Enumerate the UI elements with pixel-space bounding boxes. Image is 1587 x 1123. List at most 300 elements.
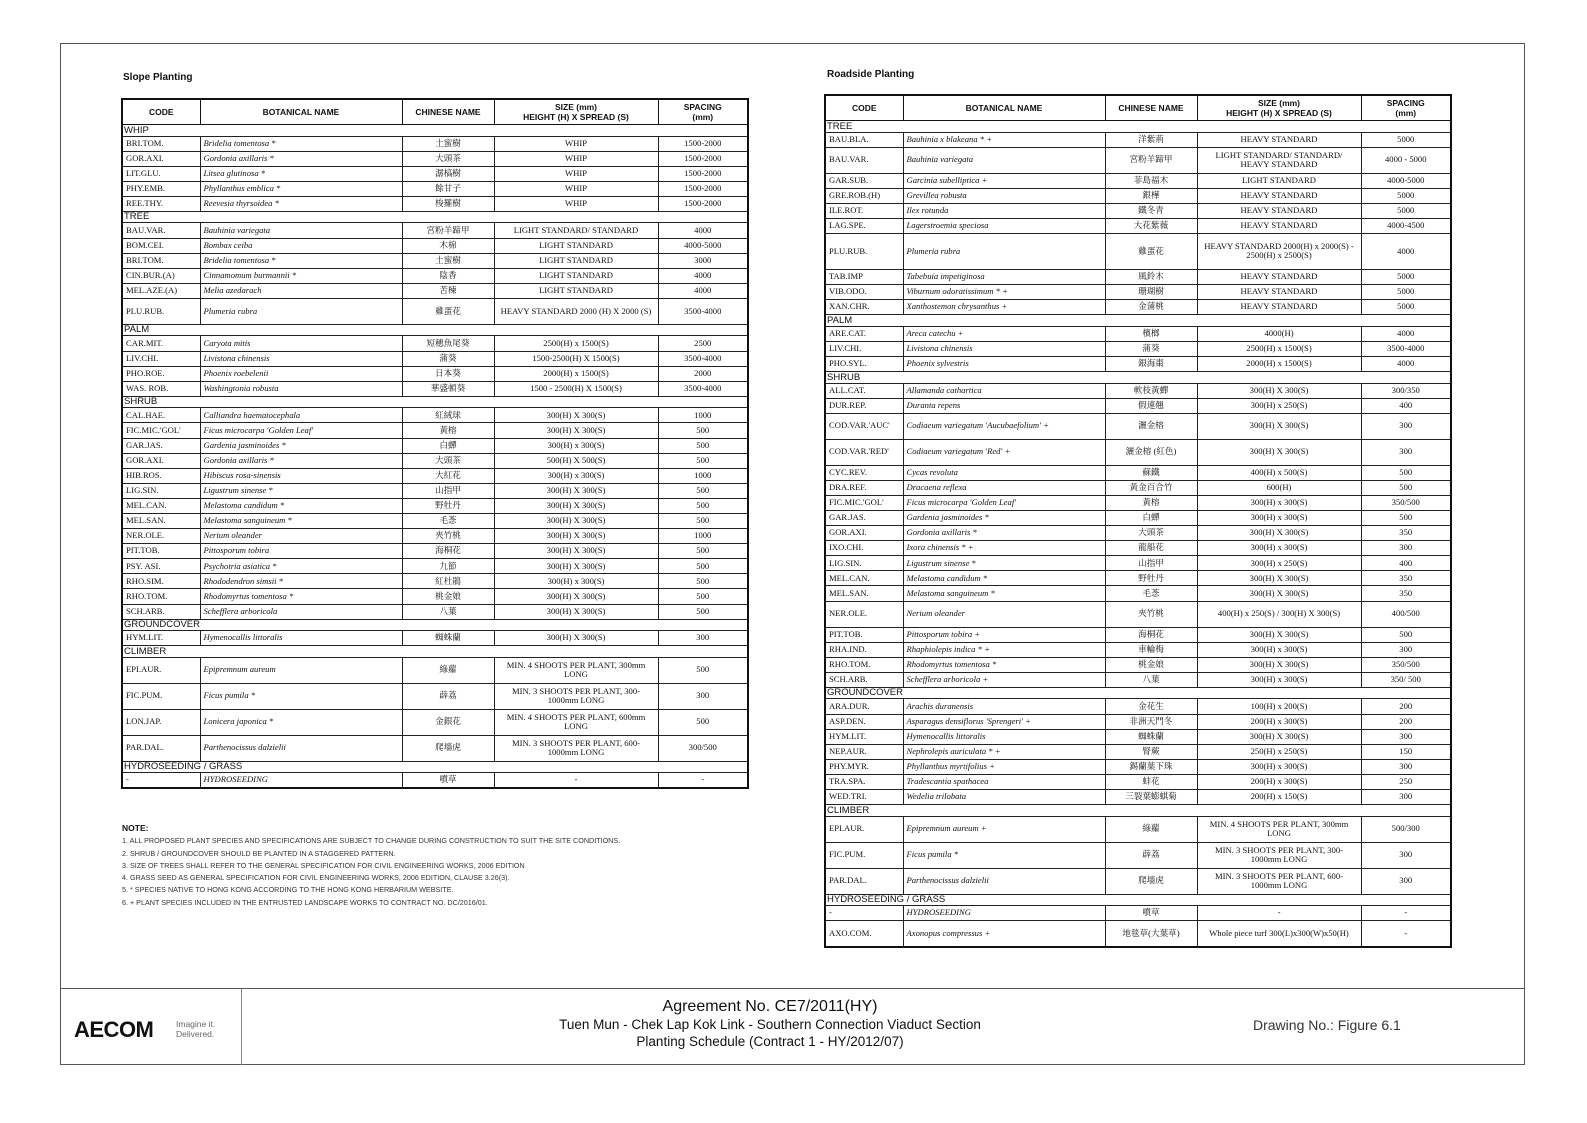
cell-code: BOM.CEI. (122, 238, 200, 253)
cell-botanical-name: Schefflera arboricola + (903, 672, 1105, 687)
table-row (122, 468, 748, 483)
cell-size: 2500(H) x 1500(S) (1197, 341, 1361, 356)
cell-botanical-name: Ligustrum sinense * (903, 556, 1105, 571)
cell-chinese-name: 宮粉羊蹄甲 (1105, 147, 1197, 173)
cell-chinese-name: 夾竹桃 (1105, 601, 1197, 627)
cell-size: MIN. 3 SHOOTS PER PLANT, 600-1000mm LONG (1197, 868, 1361, 894)
cell-size: 100(H) x 200(S) (1197, 699, 1361, 714)
cell-code: BAU.VAR. (825, 147, 903, 173)
cell-chinese-name: 八葉 (1105, 672, 1197, 687)
table-row (122, 381, 748, 396)
cell-code: IXO.CHI. (825, 541, 903, 556)
table-row (825, 285, 1451, 300)
cell-chinese-name: 蜘蛛蘭 (1105, 729, 1197, 744)
cell-code: FIC.MIC.'GOL' (122, 423, 200, 438)
table-row (825, 233, 1451, 269)
table-row (122, 351, 748, 366)
table-row (122, 544, 748, 559)
cell-chinese-name: 爬墻虎 (1105, 868, 1197, 894)
cell-size: 600(H) (1197, 480, 1361, 495)
cell-chinese-name: 金花生 (1105, 699, 1197, 714)
cell-code: LIG.SIN. (122, 483, 200, 498)
cell-botanical-name: Bridelia tomentosa * (200, 253, 402, 268)
cell-size: HEAVY STANDARD (1197, 269, 1361, 284)
cell-chinese-name: 蒲葵 (402, 351, 494, 366)
cell-chinese-name: 九節 (402, 559, 494, 574)
cell-code: NER.OLE. (825, 601, 903, 627)
header-size-line2: HEIGHT (H) X SPREAD (S) (1226, 108, 1332, 118)
header-code: CODE (825, 95, 903, 121)
table-row (825, 188, 1451, 203)
cell-chinese-name: 錫蘭葉下珠 (1105, 759, 1197, 774)
cell-spacing: 1500-2000 (658, 196, 748, 211)
cell-spacing: 500 (658, 657, 748, 683)
cell-chinese-name: 蚌花 (1105, 774, 1197, 789)
cell-size: MIN. 4 SHOOTS PER PLANT, 600mm LONG (494, 709, 658, 735)
table-row (122, 408, 748, 423)
header-chinese-name: CHINESE NAME (402, 99, 494, 125)
cell-code: WAS. ROB. (122, 381, 200, 396)
cell-size: 300(H) x 250(S) (1197, 556, 1361, 571)
table-row (825, 842, 1451, 868)
cell-size: 300(H) x 300(S) (1197, 541, 1361, 556)
cell-chinese-name: 薜荔 (402, 683, 494, 709)
cell-botanical-name: Garcinia subelliptica + (903, 173, 1105, 188)
cell-size: 2000(H) x 1500(S) (494, 366, 658, 381)
cell-spacing: 500 (658, 589, 748, 604)
cell-chinese-name: 噴草 (1105, 906, 1197, 921)
cell-botanical-name: Rhododendron simsii * (200, 574, 402, 589)
header-size (494, 99, 658, 125)
cell-code: LIT.GLU. (122, 166, 200, 181)
table-row (825, 729, 1451, 744)
cell-spacing: 300 (1361, 790, 1451, 805)
cell-botanical-name: Axonopus compressus + (903, 921, 1105, 947)
cell-chinese-name: 銀樺 (1105, 188, 1197, 203)
tagline-line2: Delivered. (176, 1029, 215, 1039)
cell-chinese-name: 假連翹 (1105, 398, 1197, 413)
cell-code: LIG.SIN. (825, 556, 903, 571)
cell-size: 300(H) X 300(S) (494, 604, 658, 619)
category-row (122, 646, 748, 658)
cell-botanical-name: Arachis duranensis (903, 699, 1105, 714)
cell-botanical-name: Rhaphiolepis indica * + (903, 642, 1105, 657)
cell-botanical-name: Gordonia axillaris * (200, 453, 402, 468)
cell-botanical-name: Allamanda cathartica (903, 383, 1105, 398)
cell-botanical-name: Melastoma sanguineum * (200, 513, 402, 528)
cell-botanical-name: Lonicera japonica * (200, 709, 402, 735)
cell-botanical-name: Lagerstroemia speciosa (903, 218, 1105, 233)
cell-chinese-name: 車輪梅 (1105, 642, 1197, 657)
table-row (825, 672, 1451, 687)
category-label: GROUNDCOVER (825, 687, 1451, 699)
cell-size: Whole piece turf 300(L)x300(W)x50(H) (1197, 921, 1361, 947)
table-row (825, 413, 1451, 439)
header-size (1197, 95, 1361, 121)
cell-spacing: 500 (658, 513, 748, 528)
cell-botanical-name: Caryota mitis (200, 336, 402, 351)
cell-chinese-name: 風鈴木 (1105, 269, 1197, 284)
cell-botanical-name: Melastoma candidum * (200, 498, 402, 513)
cell-spacing: 5000 (1361, 132, 1451, 147)
cell-code: PHO.ROE. (122, 366, 200, 381)
cell-chinese-name: 金蒲桃 (1105, 300, 1197, 315)
cell-code: MEL.CAN. (825, 571, 903, 586)
cell-chinese-name: 黃榕 (1105, 495, 1197, 510)
table-row (122, 423, 748, 438)
cell-botanical-name: Reevesia thyrsoidea * (200, 196, 402, 211)
cell-size: 300(H) X 300(S) (494, 529, 658, 544)
cell-size: MIN. 3 SHOOTS PER PLANT, 300-1000mm LONG (494, 683, 658, 709)
table-row (825, 759, 1451, 774)
cell-size: 300(H) X 300(S) (1197, 383, 1361, 398)
table-row (825, 601, 1451, 627)
category-label: WHIP (122, 125, 748, 137)
cell-size: 300(H) X 300(S) (494, 513, 658, 528)
table-row (825, 571, 1451, 586)
category-row (122, 324, 748, 336)
cell-botanical-name: Ficus microcarpa 'Golden Leaf' (903, 495, 1105, 510)
drawing-title: Planting Schedule (Contract 1 - HY/2012/07) (636, 1034, 904, 1049)
cell-size: MIN. 3 SHOOTS PER PLANT, 600-1000mm LONG (494, 735, 658, 761)
table-row (122, 559, 748, 574)
cell-chinese-name: 山指甲 (1105, 556, 1197, 571)
table-row (825, 556, 1451, 571)
cell-chinese-name: 爬墻虎 (402, 735, 494, 761)
cell-code: PLU.RUB. (122, 298, 200, 324)
cell-size: 200(H) x 150(S) (1197, 790, 1361, 805)
cell-code: ARA.DUR. (825, 699, 903, 714)
cell-chinese-name: 夾竹桃 (402, 529, 494, 544)
table-row (122, 735, 748, 761)
cell-botanical-name: Gardenia jasminoides * (200, 438, 402, 453)
cell-chinese-name: 紅杜鵑 (402, 574, 494, 589)
cell-code: GOR.AXI. (122, 453, 200, 468)
cell-size: 4000(H) (1197, 326, 1361, 341)
table-row (122, 604, 748, 619)
cell-spacing: 4000-5000 (658, 238, 748, 253)
cell-spacing: - (658, 773, 748, 788)
cell-spacing: 5000 (1361, 188, 1451, 203)
cell-botanical-name: Hibiscus rosa-sinensis (200, 468, 402, 483)
header-botanical-name: BOTANICAL NAME (903, 95, 1105, 121)
cell-chinese-name: 檳榔 (1105, 326, 1197, 341)
cell-size: 300(H) X 300(S) (494, 544, 658, 559)
header-spacing (658, 99, 748, 125)
cell-code: GAR.JAS. (825, 511, 903, 526)
table-row (825, 868, 1451, 894)
cell-size: HEAVY STANDARD 2000(H) x 2000(S) - 2500(H) x 2500(S) (1197, 233, 1361, 269)
cell-code: ALL.CAT. (825, 383, 903, 398)
cell-size: LIGHT STANDARD (1197, 173, 1361, 188)
cell-size: 300(H) x 300(S) (494, 438, 658, 453)
category-label: PALM (122, 324, 748, 336)
cell-code: BAU.BLA. (825, 132, 903, 147)
cell-spacing: 400/500 (1361, 601, 1451, 627)
cell-spacing: 500 (658, 483, 748, 498)
cell-code: HIB.ROS. (122, 468, 200, 483)
cell-botanical-name: Parthenocissus dalzielii (903, 868, 1105, 894)
cell-chinese-name: 苦楝 (402, 283, 494, 298)
cell-code: MEL.AZE.(A) (122, 283, 200, 298)
cell-chinese-name: 大紅花 (402, 468, 494, 483)
table-row (825, 480, 1451, 495)
table-row (825, 642, 1451, 657)
cell-size: HEAVY STANDARD (1197, 285, 1361, 300)
cell-code: PHO.SYL. (825, 356, 903, 371)
cell-botanical-name: Nephrolepis auriculata * + (903, 744, 1105, 759)
cell-code: WED.TRI. (825, 790, 903, 805)
cell-code: COD.VAR.'RED' (825, 439, 903, 465)
cell-spacing: 300 (1361, 642, 1451, 657)
cell-chinese-name: 日本葵 (402, 366, 494, 381)
cell-code: MEL.SAN. (122, 513, 200, 528)
cell-code: CAL.HAE. (122, 408, 200, 423)
cell-size: 300(H) X 300(S) (494, 423, 658, 438)
cell-code: SCH.ARB. (825, 672, 903, 687)
table-row (825, 439, 1451, 465)
cell-size: HEAVY STANDARD (1197, 218, 1361, 233)
category-row (122, 396, 748, 408)
cell-botanical-name: Hymenocallis littoralis (200, 631, 402, 646)
cell-spacing: 350 (1361, 571, 1451, 586)
cell-code: LON.JAP. (122, 709, 200, 735)
cell-botanical-name: Litsea glutinosa * (200, 166, 402, 181)
cell-spacing: 300 (1361, 541, 1451, 556)
cell-spacing: 1500-2000 (658, 166, 748, 181)
table-row (825, 906, 1451, 921)
table-header-row (825, 95, 1451, 121)
table-row (122, 253, 748, 268)
cell-spacing: 500 (658, 709, 748, 735)
cell-size: MIN. 4 SHOOTS PER PLANT, 300mm LONG (494, 657, 658, 683)
cell-code: AXO.COM. (825, 921, 903, 947)
cell-spacing: 300 (1361, 439, 1451, 465)
category-row (825, 805, 1451, 817)
cell-botanical-name: Pittosporum tobira (200, 544, 402, 559)
cell-chinese-name: 海桐花 (1105, 627, 1197, 642)
cell-botanical-name: Livistona chinensis (903, 341, 1105, 356)
table-row (825, 465, 1451, 480)
cell-spacing: 2500 (658, 336, 748, 351)
table-row (825, 218, 1451, 233)
cell-spacing: 4000 - 5000 (1361, 147, 1451, 173)
cell-chinese-name: 桃金娘 (1105, 657, 1197, 672)
notes-block (122, 822, 762, 909)
cell-botanical-name: Phyllanthus emblica * (200, 181, 402, 196)
notes-title: NOTE: (122, 823, 149, 833)
cell-chinese-name: 鐵冬青 (1105, 203, 1197, 218)
cell-code: NER.OLE. (122, 529, 200, 544)
cell-code: RHO.TOM. (825, 657, 903, 672)
slope-planting-table (121, 98, 749, 789)
cell-botanical-name: Phyllanthus myrtifolius + (903, 759, 1105, 774)
cell-code: PAR.DAL. (122, 735, 200, 761)
cell-spacing: 300 (1361, 842, 1451, 868)
cell-size: MIN. 4 SHOOTS PER PLANT, 300mm LONG (1197, 816, 1361, 842)
cell-spacing: 4000 (658, 268, 748, 283)
cell-code: ARE.CAT. (825, 326, 903, 341)
cell-botanical-name: Gordonia axillaris * (903, 526, 1105, 541)
cell-code: MEL.SAN. (825, 586, 903, 601)
cell-spacing: 4000 (1361, 326, 1451, 341)
cell-spacing: 500 (1361, 511, 1451, 526)
cell-size: LIGHT STANDARD (494, 238, 658, 253)
cell-chinese-name: 宮粉羊蹄甲 (402, 223, 494, 238)
cell-chinese-name: 大花紫薇 (1105, 218, 1197, 233)
header-spacing-line2: (mm) (692, 112, 714, 122)
cell-spacing: 200 (1361, 699, 1451, 714)
cell-size: HEAVY STANDARD (1197, 132, 1361, 147)
cell-chinese-name: 八葉 (402, 604, 494, 619)
cell-code: GRE.ROB.(H) (825, 188, 903, 203)
cell-chinese-name: 腎蕨 (1105, 744, 1197, 759)
cell-spacing: 3000 (658, 253, 748, 268)
cell-botanical-name: Melia azedarach (200, 283, 402, 298)
table-row (122, 529, 748, 544)
cell-botanical-name: Hymenocallis littoralis (903, 729, 1105, 744)
table-row (122, 223, 748, 238)
cell-spacing: 400 (1361, 398, 1451, 413)
cell-botanical-name: Grevillea robusta (903, 188, 1105, 203)
table-row (825, 657, 1451, 672)
cell-size: 300(H) x 300(S) (494, 574, 658, 589)
header-botanical-name: BOTANICAL NAME (200, 99, 402, 125)
cell-code: PSY. ASI. (122, 559, 200, 574)
cell-code: GAR.SUB. (825, 173, 903, 188)
cell-code: BAU.VAR. (122, 223, 200, 238)
table-row (122, 181, 748, 196)
cell-spacing: 350/500 (1361, 657, 1451, 672)
cell-code: CIN.BUR.(A) (122, 268, 200, 283)
cell-chinese-name: 龍船花 (1105, 541, 1197, 556)
table-row (825, 383, 1451, 398)
note-item: 1. ALL PROPOSED PLANT SPECIES AND SPECIFICATIONS ARE SUBJECT TO CHANGE DURING CONSTRUCTION TO SUIT THE SITE CONDITIONS. (122, 836, 621, 846)
cell-code: FIC.PUM. (825, 842, 903, 868)
table-row (825, 269, 1451, 284)
cell-botanical-name: Washingtonia robusta (200, 381, 402, 396)
cell-code: FIC.PUM. (122, 683, 200, 709)
aecom-logo: AECOM (74, 1017, 154, 1042)
cell-code: RHO.SIM. (122, 574, 200, 589)
header-size-line1: SIZE (mm) (1257, 98, 1301, 108)
cell-botanical-name: Dracaena reflexa (903, 480, 1105, 495)
cell-spacing: 250 (1361, 774, 1451, 789)
table-row (122, 574, 748, 589)
table-row (122, 268, 748, 283)
cell-botanical-name: Areca catechu + (903, 326, 1105, 341)
cell-spacing: 4000 (658, 283, 748, 298)
table-row (825, 511, 1451, 526)
cell-spacing: 4000 (658, 223, 748, 238)
cell-spacing: 5000 (1361, 300, 1451, 315)
cell-code: SCH.ARB. (122, 604, 200, 619)
cell-botanical-name: Epipremnum aureum + (903, 816, 1105, 842)
table-row (825, 203, 1451, 218)
cell-chinese-name: 木棉 (402, 238, 494, 253)
category-row (122, 211, 748, 223)
table-row (825, 147, 1451, 173)
cell-botanical-name: Gordonia axillaris * (200, 151, 402, 166)
cell-chinese-name: 綠蘿 (1105, 816, 1197, 842)
cell-code: DRA.REF. (825, 480, 903, 495)
table-row (122, 453, 748, 468)
cell-spacing: 500 (1361, 465, 1451, 480)
category-label: SHRUB (825, 372, 1451, 384)
table-row (122, 298, 748, 324)
cell-size: 300(H) X 300(S) (494, 498, 658, 513)
cell-spacing: 1500-2000 (658, 136, 748, 151)
cell-spacing: 4000 (1361, 233, 1451, 269)
cell-spacing: 500/300 (1361, 816, 1451, 842)
cell-code: PHY.EMB. (122, 181, 200, 196)
cell-size: 300(H) X 300(S) (494, 589, 658, 604)
cell-code: - (825, 906, 903, 921)
cell-code: PHY.MYR. (825, 759, 903, 774)
cell-chinese-name: 非洲天門冬 (1105, 714, 1197, 729)
header-size-line2: HEIGHT (H) X SPREAD (S) (523, 112, 629, 122)
cell-chinese-name: 野牡丹 (1105, 571, 1197, 586)
table-row (825, 173, 1451, 188)
category-row (825, 687, 1451, 699)
cell-botanical-name: Asparagus densiflorus 'Sprengeri' + (903, 714, 1105, 729)
cell-spacing: 400 (1361, 556, 1451, 571)
cell-chinese-name: 毛菍 (1105, 586, 1197, 601)
cell-size: LIGHT STANDARD/ STANDARD (494, 223, 658, 238)
table-row (122, 773, 748, 788)
table-row (122, 283, 748, 298)
cell-botanical-name: Wedelia trilobata (903, 790, 1105, 805)
cell-chinese-name: 金銀花 (402, 709, 494, 735)
cell-spacing: 200 (1361, 714, 1451, 729)
cell-chinese-name: 土蜜樹 (402, 136, 494, 151)
cell-spacing: 300 (1361, 759, 1451, 774)
cell-size: HEAVY STANDARD (1197, 300, 1361, 315)
cell-spacing: 300 (1361, 868, 1451, 894)
cell-code: XAN.CHR. (825, 300, 903, 315)
category-row (825, 372, 1451, 384)
cell-botanical-name: Tabebuia impetiginosa (903, 269, 1105, 284)
cell-code: HYM.LIT. (825, 729, 903, 744)
cell-spacing: - (1361, 921, 1451, 947)
table-row (825, 699, 1451, 714)
cell-chinese-name: 土蜜樹 (402, 253, 494, 268)
drawing-number: Drawing No.: Figure 6.1 (1253, 1017, 1401, 1033)
cell-chinese-name: 薜荔 (1105, 842, 1197, 868)
table-row (122, 683, 748, 709)
cell-chinese-name: 洋紫荊 (1105, 132, 1197, 147)
cell-chinese-name: 海桐花 (402, 544, 494, 559)
cell-size: 400(H) x 500(S) (1197, 465, 1361, 480)
cell-code: TRA.SPA. (825, 774, 903, 789)
cell-size: HEAVY STANDARD (1197, 203, 1361, 218)
table-row (825, 300, 1451, 315)
cell-spacing: 500 (658, 559, 748, 574)
table-row (122, 136, 748, 151)
cell-size: 300(H) X 300(S) (1197, 657, 1361, 672)
cell-botanical-name: Phoenix sylvestris (903, 356, 1105, 371)
cell-chinese-name: 三裂葉蟛蜞菊 (1105, 790, 1197, 805)
roadside-planting-title: Roadside Planting (827, 69, 915, 80)
table-row (825, 132, 1451, 147)
cell-botanical-name: Melastoma candidum * (903, 571, 1105, 586)
table-row (122, 498, 748, 513)
cell-botanical-name: Bombax ceiba (200, 238, 402, 253)
cell-code: BRI.TOM. (122, 136, 200, 151)
cell-chinese-name: 灑金榕 (紅色) (1105, 439, 1197, 465)
cell-spacing: 150 (1361, 744, 1451, 759)
note-item: 5. * SPECIES NATIVE TO HONG KONG ACCORDING TO THE HONG KONG HERBARIUM WEBSITE. (122, 885, 454, 895)
